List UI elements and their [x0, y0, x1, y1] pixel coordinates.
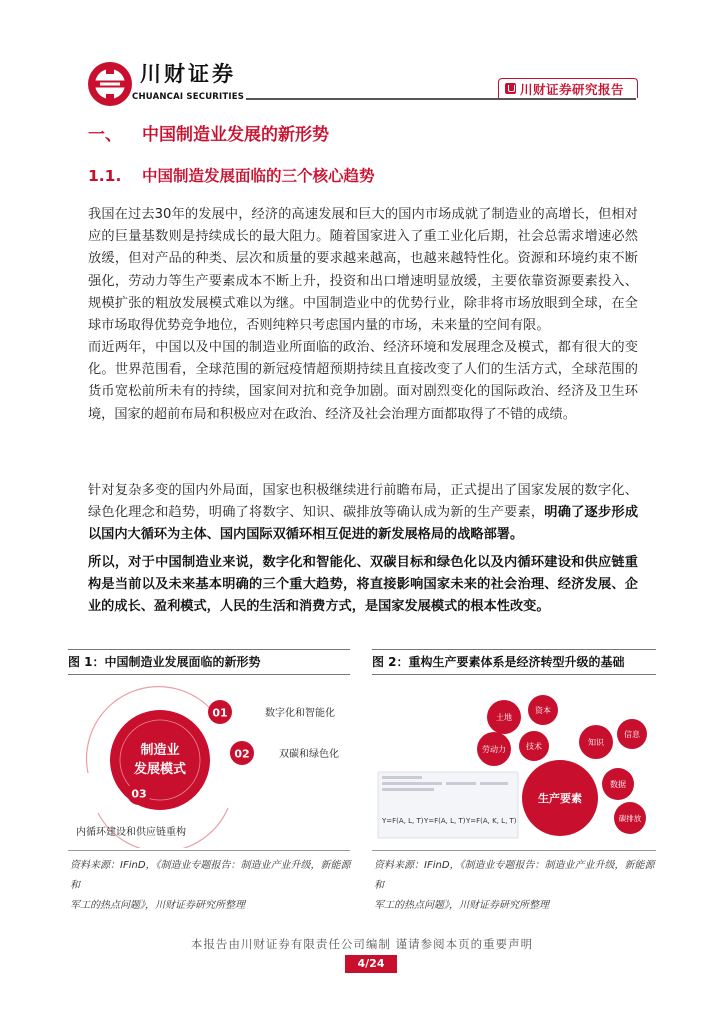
figure-2-source-divider: [372, 850, 656, 851]
subsection-title: 中国制造发展面临的三个核心趋势: [142, 167, 375, 185]
subsection-heading: [88, 164, 375, 186]
figure-2-title: 图 2：重构生产要素体系是经济转型升级的基础: [372, 649, 656, 675]
paragraph-2: 而近两年，中国以及中国的制造业所面临的政治、经济环境和发展理念及模式，都有很大的变化。世界范围看，全球范围的新冠疫情超预期持续且直接改变了人们的生活方式，全球范围的货币宽松前所未有的持续，国家间对抗和竞争加剧。面对剧烈变化的国际政治、经济及卫生环境，国家的超前布局和积极应对在政治、经济及社会治理方面都取得了不错的成绩。: [88, 340, 638, 422]
paragraph-4-emphasis: 所以，对于中国制造业来说，数字化和智能化、双碳目标和绿色化以及内循环建设和供应链重构是当前以及未来基本明确的三个重大趋势，将直接影响国家未来的社会治理、经济发展、企业的成长、盈利模式，人民的生活和消费方式，是国家发展模式的根本性改变。: [88, 555, 638, 615]
trend-02-number: 02: [234, 747, 250, 761]
trend-01-number: 01: [212, 706, 228, 720]
figure-1-source-divider: [68, 850, 350, 851]
bubble-labor-label: 劳动力: [482, 745, 506, 754]
core-bubble-label: 生产要素: [538, 792, 582, 805]
company-name-en: CHUANCAI SECURITIES: [132, 92, 245, 102]
figure-2-source-line1: 资料来源：IFinD，《制造业专题报告：制造业产业升级，新能源和: [374, 860, 655, 891]
figure-2-source: [374, 856, 658, 916]
core-label-line1: 制造业: [140, 743, 180, 758]
bubble-tech-label: 技术: [526, 742, 542, 751]
company-name-cn: 川财证券: [140, 62, 236, 86]
report-badge: [498, 78, 638, 98]
page-number: 4/24: [345, 955, 397, 973]
footer-disclaimer: 本报告由川财证券有限责任公司编制 谨请参阅本页的重要声明: [190, 937, 534, 951]
bubble-land-label: 土地: [496, 713, 512, 722]
figure-2-source-line2: 军工的热点问题》，川财证券研究所整理: [374, 900, 549, 911]
figure-1-diagram: [68, 678, 352, 848]
section-title: 中国制造业发展的新形势: [142, 125, 329, 145]
company-logo-icon: [86, 60, 134, 108]
trend-02-label: 双碳和绿色化: [279, 749, 339, 760]
paragraph-3-text: 针对复杂多变的国内外局面，国家也积极继续进行前瞻布局，正式提出了国家发展的数字化、绿色化理念和趋势，明确了将数字、知识、碳排放等确认成为新的生产要素，: [88, 483, 638, 521]
core-label-line2: 发展模式: [133, 762, 187, 777]
report-badge-label: 川财证券研究报告: [520, 81, 625, 97]
paragraph-1: 我国在过去30年的发展中，经济的高速发展和巨大的国内市场成就了制造业的高增长，但相对应的巨量基数则是持续成长的最大阻力。随着国家进入了重工业化后期，社会总需求增速必然放缓，但对产品的种类、层次和质量的要求越来越高，也越来越特性化。资源和环境约束不断强化，劳动力等生产要素成本不断上升，投资和出口增速明显放缓，主要依靠资源要素投入、规模扩张的粗放发展模式难以为继。中国制造业中的优势行业，除非将市场放眼到全球，在全球市场取得优势竞争地位，否则纯粹只考虑国内量的市场，未来量的空间有限。: [88, 207, 638, 334]
subsection-number: 1.1.: [88, 167, 122, 185]
formula-2: Y=F(A, L, T): [424, 817, 466, 825]
formula-panel: [378, 772, 518, 838]
figure-1-source: [70, 856, 354, 916]
report-icon: [505, 83, 516, 94]
trend-03-label: 内循环建设和供应链重构: [76, 827, 186, 838]
bubble-data-label: 数据: [610, 780, 626, 789]
trend-03-number: 03: [131, 787, 147, 801]
core-circle: [110, 710, 210, 810]
paragraph-3: [88, 480, 638, 547]
header-divider: [246, 98, 636, 100]
paragraph-4: [88, 552, 638, 619]
figure-1-title: 图 1：中国制造业发展面临的新形势: [68, 649, 350, 675]
formula-3: Y=F(A, K, L, T): [466, 817, 517, 825]
formula-1: Y=F(A, L, T): [382, 817, 424, 825]
bubble-knowledge-label: 知识: [588, 738, 604, 747]
figure-2-diagram: [372, 678, 656, 848]
bubble-capital-label: 资本: [535, 706, 551, 715]
trend-01-label: 数字化和智能化: [265, 708, 335, 719]
paragraph-3-emphasis: 明确了逐步形成以国内大循环为主体、国内国际双循环相互促进的新发展格局的战略部署。: [88, 505, 639, 543]
bubble-carbon-label: 碳排放: [618, 814, 642, 823]
section-number: 一、: [88, 125, 122, 145]
section-heading: [88, 120, 329, 145]
figure-1-source-line1: 资料来源：IFinD，《制造业专题报告：制造业产业升级，新能源和: [70, 860, 351, 891]
figure-1-source-line2: 军工的热点问题》，川财证券研究所整理: [70, 900, 245, 911]
bubble-info-label: 信息: [624, 730, 640, 739]
